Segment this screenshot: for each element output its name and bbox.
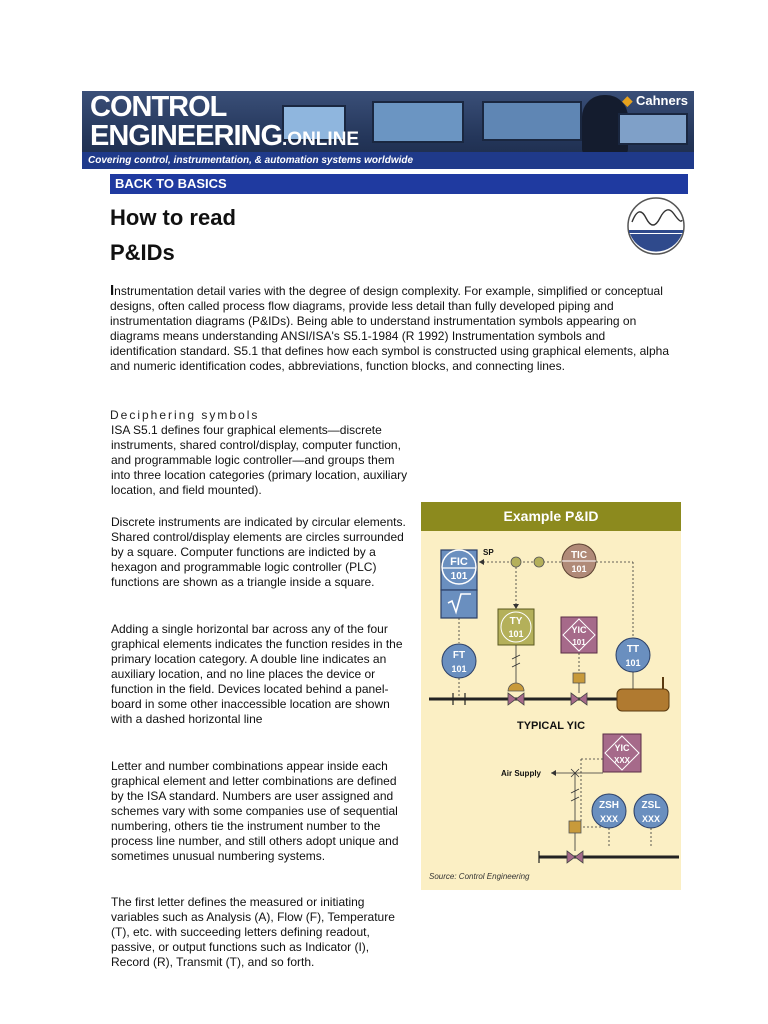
publisher-name: Cahners <box>635 93 688 108</box>
tt-number: 101 <box>625 658 641 668</box>
intro-paragraph <box>110 283 670 374</box>
body-paragraph: ISA S5.1 defines four graphical elements—discrete instruments, shared control/display, computer function, and programmable logic controller—and groups them into three location categories (primary location, auxiliary location, and field mounted). <box>111 423 408 497</box>
intro-dropcap: I <box>110 282 115 299</box>
yic2-number: XXX <box>613 756 631 765</box>
figure-title: Example P&ID <box>421 502 681 531</box>
yic2-tag: YIC <box>614 743 630 753</box>
ft-101-instrument <box>442 644 476 678</box>
tic-101-instrument <box>562 544 596 578</box>
body-paragraph: Discrete instruments are indicated by circular elements. Shared control/display elements are circles surrounded by a square. Computer functions are indicted by a hexagon and programmable logic controller (PLC) functions are shown as a triangle inside a square. <box>111 515 406 589</box>
yic1-tag: YIC <box>571 625 587 635</box>
zsl-number: XXX <box>641 814 661 824</box>
publisher-logo <box>622 93 688 109</box>
ty-number: 101 <box>508 629 524 639</box>
intro-text: nstrumentation detail varies with the degree of design complexity. For example, simplified or conceptual designs, often called process flow diagrams, provide less detail than fully developed piping and instrumentation diagrams (P&IDs). Being able to understand instrumentation symbols appearing on diagrams means understanding ANSI/ISA's S5.1-1984 (R 1992) Instrumentation symbols and identification standard. S5.1 that defines how each symbol is constructed using graphical elements, alpha and numeric identification codes, abbreviations, function blocks, and connecting lines. <box>110 284 669 373</box>
fic-101-shared-display <box>441 550 477 590</box>
brand-logo <box>90 93 359 151</box>
section-label: BACK TO BASICS <box>110 174 688 194</box>
brand-line-1: CONTROL <box>90 91 227 123</box>
figure-source-caption: Source: Control Engineering <box>429 872 530 881</box>
yic1-number: 101 <box>572 638 586 647</box>
publisher-mark-icon: ◆ <box>622 93 633 108</box>
ft-number: 101 <box>451 664 467 674</box>
fic-number: 101 <box>450 571 468 582</box>
subhead-deciphering-symbols: Deciphering symbols <box>110 408 260 422</box>
zsh-tag: ZSH <box>599 800 619 811</box>
zsl-xxx-switch <box>634 794 668 828</box>
setpoint-label: SP <box>483 548 494 557</box>
zsh-number: XXX <box>599 814 619 824</box>
brand-word-engineering: ENGINEERING <box>90 120 283 152</box>
example-pid-figure <box>421 502 681 890</box>
square-root-function-block <box>441 590 477 618</box>
tt-tag: TT <box>626 644 640 655</box>
banner-monitor-image <box>372 101 464 143</box>
ft-tag: FT <box>452 650 466 661</box>
article-title <box>110 200 410 270</box>
body-paragraph: The first letter defines the measured or initiating variables such as Analysis (A), Flow (F), Temperature (T), etc. with succeeding letters defining readout, passive, or output functions such as Indicator (I), Record (R), Transmit (T), and so forth. <box>111 895 395 969</box>
tic-tag: TIC <box>570 550 588 561</box>
typical-yic-label: TYPICAL YIC <box>516 720 586 732</box>
article-title-line-2: P&IDs <box>110 240 175 265</box>
yic-xxx-plc-function <box>603 734 641 772</box>
air-supply-label: Air Supply <box>501 769 542 778</box>
fic-tag: FIC <box>450 556 468 568</box>
banner-tagline: Covering control, instrumentation, & automation systems worldwide <box>82 152 694 169</box>
body-paragraph: Letter and number combinations appear inside each graphical element and letter combinations are defined by the ISA standard. Numbers are user assigned and schemes vary with some companies use of sequential numbering, others tie the instrument number to the process line number, and still others adopt unique and sometimes unusual numbering systems. <box>111 759 399 863</box>
brand-line-2 <box>90 122 359 151</box>
masthead-banner <box>82 91 694 169</box>
brand-word-online: .ONLINE <box>282 129 360 150</box>
tic-number: 101 <box>571 564 587 574</box>
body-paragraph: Adding a single horizontal bar across any of the four graphical elements indicates the function resides in the primary location category. A double line indicates an auxiliary location, and no line places the device or function in the field. Devices located behind a panel-board in some other inaccessible location are shown with a dashed horizontal line <box>111 622 403 726</box>
zsl-tag: ZSL <box>641 800 661 811</box>
ty-101-function-block <box>498 609 534 645</box>
tt-101-instrument <box>616 638 650 672</box>
pid-diagram <box>421 531 681 871</box>
banner-monitor-image <box>618 113 688 145</box>
yic-101-plc-function <box>561 617 597 653</box>
ty-tag: TY <box>509 616 523 627</box>
article-title-line-1: How to read <box>110 205 236 230</box>
zsh-xxx-switch <box>592 794 626 828</box>
back-to-basics-waveform-icon <box>626 196 686 256</box>
banner-monitor-image <box>482 101 582 141</box>
